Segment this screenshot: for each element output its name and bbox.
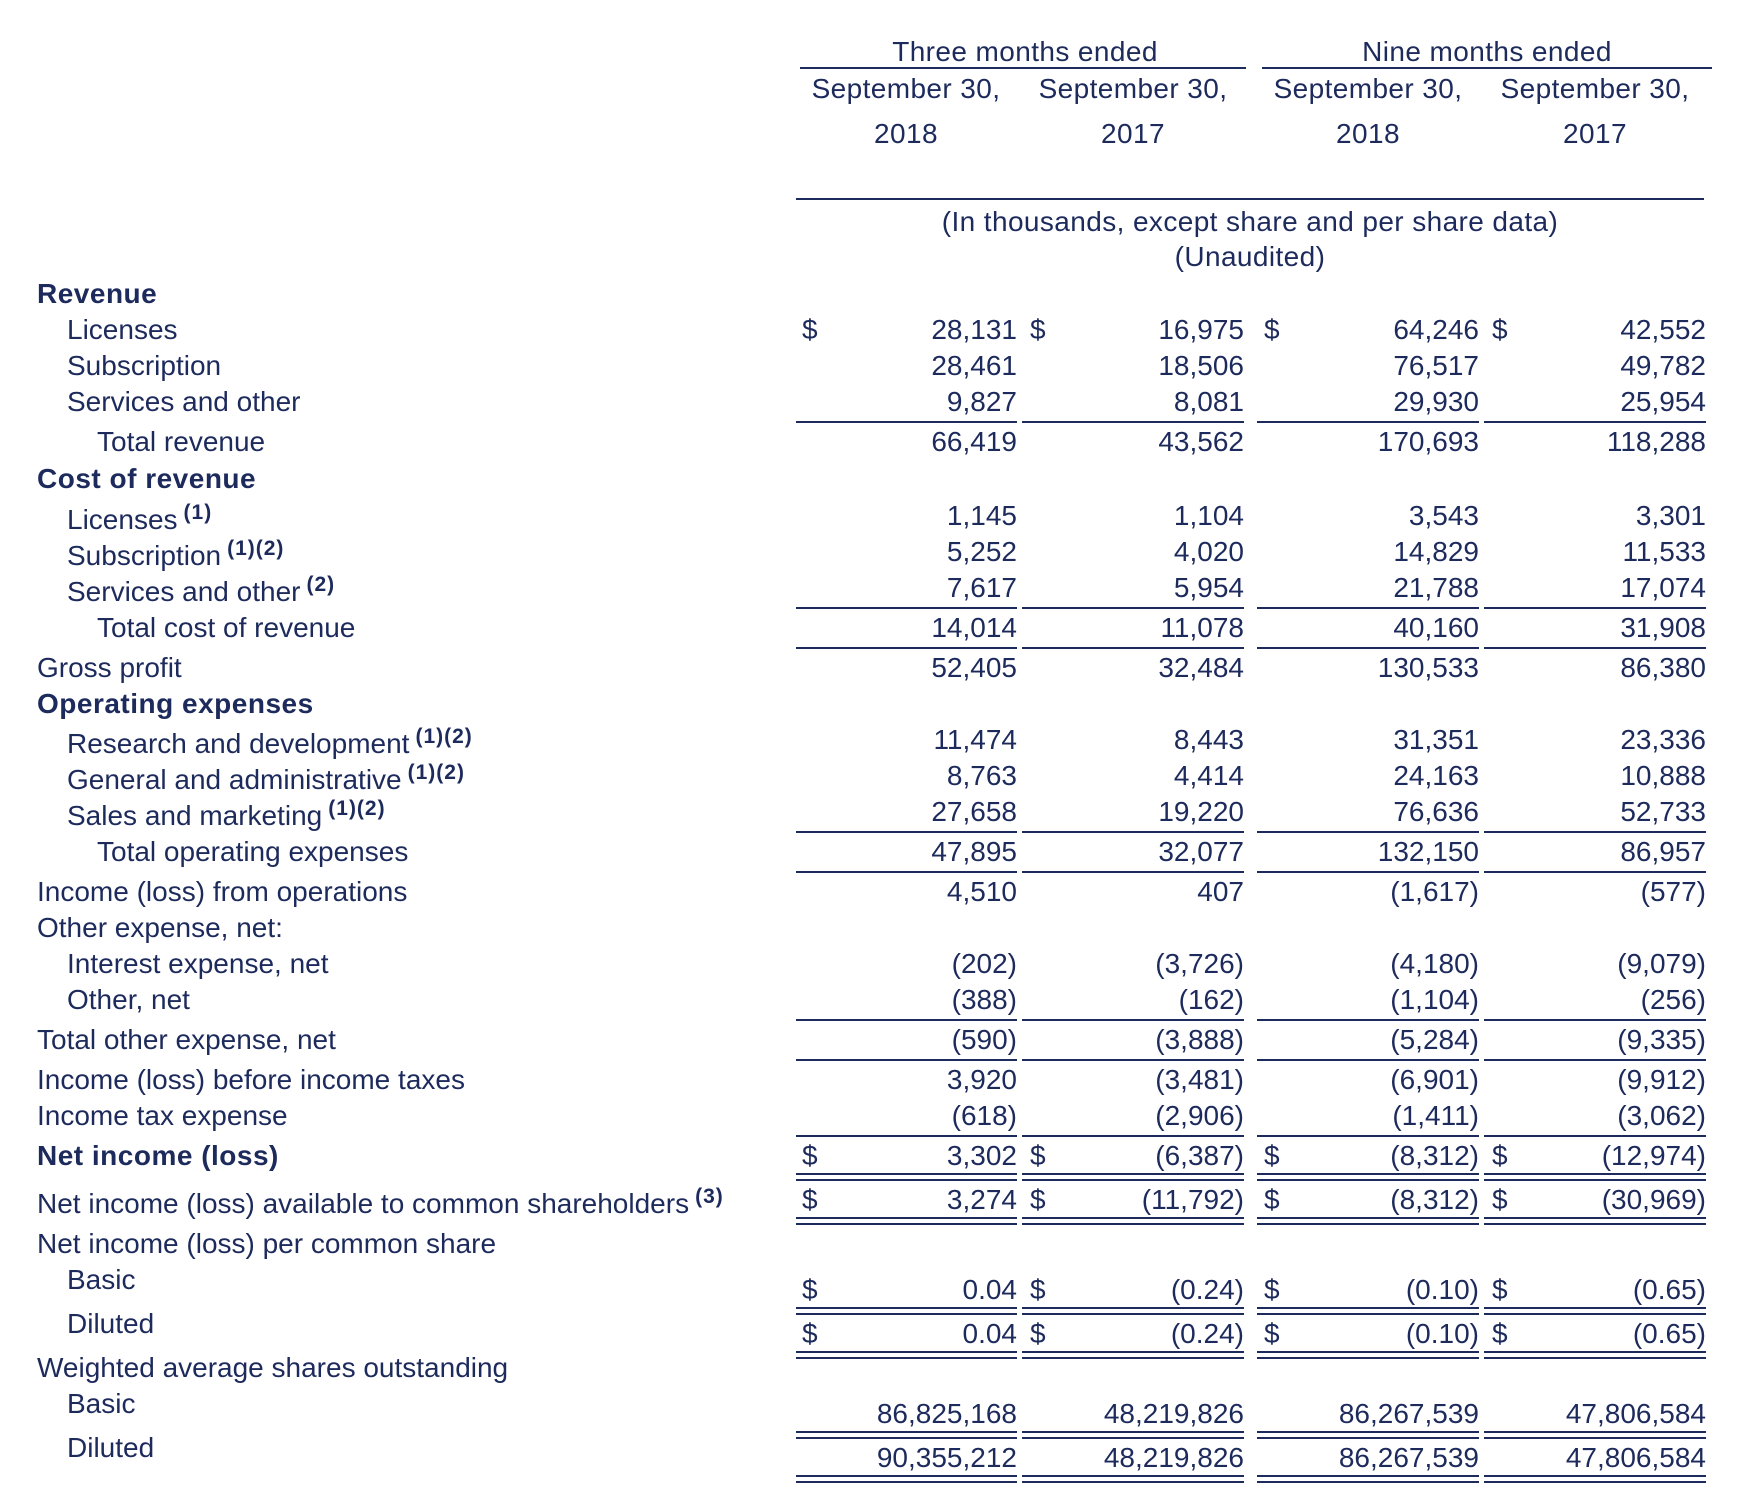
row-label-total-other: Total other expense, net [37, 1024, 336, 1055]
cell-cor-subscription-2: 4,020 [1173, 536, 1244, 567]
col-year-4: 2017 [1563, 118, 1627, 149]
dollar-sign: $ [1030, 1318, 1046, 1349]
dollar-sign: $ [1030, 1140, 1046, 1171]
col-date-4: September 30, [1500, 73, 1690, 104]
cell-rev-services-1: 9,827 [946, 386, 1017, 417]
cell-shares-basic-1: 86,825,168 [876, 1398, 1017, 1429]
unaudited-note: (Unaudited) [1174, 241, 1326, 272]
cell-eps-diluted-4: (0.65) [1632, 1318, 1706, 1349]
double-underline [1022, 1217, 1244, 1225]
cell-tax-1: (618) [951, 1100, 1017, 1131]
cell-rev-licenses-1: 28,131 [931, 314, 1017, 345]
footnote-marker: (2) [306, 573, 336, 596]
cell-total-cor-1: 14,014 [931, 612, 1017, 643]
cell-gna-2: 4,414 [1173, 760, 1244, 791]
total-rule [1484, 871, 1706, 873]
units-note: (In thousands, except share and per share data) [941, 206, 1559, 237]
double-underline [796, 1351, 1017, 1359]
total-rule [1484, 831, 1706, 833]
double-underline [1257, 1307, 1479, 1315]
double-underline [1257, 1431, 1479, 1439]
double-underline [1484, 1475, 1706, 1483]
footnote-marker: (1)(2) [415, 725, 473, 748]
total-rule [796, 607, 1017, 609]
total-rule [796, 1135, 1017, 1137]
row-label-shares-basic: Basic [67, 1388, 136, 1419]
cell-rev-licenses-4: 42,552 [1620, 314, 1706, 345]
section-operating-expenses: Operating expenses [37, 688, 314, 719]
dollar-sign: $ [1030, 1184, 1046, 1215]
cell-total-opex-1: 47,895 [931, 836, 1017, 867]
cell-eps-basic-3: (0.10) [1405, 1274, 1479, 1305]
double-underline [796, 1431, 1017, 1439]
double-underline [796, 1217, 1017, 1225]
footnote-marker: (1) [183, 501, 213, 524]
cell-rev-subscription-2: 18,506 [1158, 350, 1244, 381]
cell-income-ops-4: (577) [1640, 876, 1706, 907]
col-date-2: September 30, [1038, 73, 1228, 104]
row-label-total-revenue: Total revenue [97, 426, 266, 457]
cell-shares-diluted-4: 47,806,584 [1565, 1442, 1706, 1473]
col-date-1: September 30, [811, 73, 1001, 104]
total-rule [1022, 1135, 1244, 1137]
double-underline [1022, 1351, 1244, 1359]
row-label-other-net: Other, net [67, 984, 190, 1015]
dollar-sign: $ [1492, 1140, 1508, 1171]
row-label-rnd: Research and development $^{(1)(2)}$ [67, 725, 473, 759]
dollar-sign: $ [802, 1184, 818, 1215]
cell-net-common-1: 3,274 [946, 1184, 1017, 1215]
cell-shares-basic-2: 48,219,826 [1103, 1398, 1244, 1429]
cell-income-ops-3: (1,617) [1390, 876, 1479, 907]
cell-total-other-2: (3,888) [1155, 1024, 1244, 1055]
section-cost-of-revenue: Cost of revenue [37, 463, 257, 494]
cell-snm-1: 27,658 [931, 796, 1017, 827]
cell-total-opex-4: 86,957 [1620, 836, 1706, 867]
dollar-sign: $ [1492, 1184, 1508, 1215]
cell-eps-basic-4: (0.65) [1632, 1274, 1706, 1305]
row-label-snm: Sales and marketing $^{(1)(2)}$ [67, 797, 386, 831]
cell-rev-licenses-3: 64,246 [1393, 314, 1479, 345]
dollar-sign: $ [1030, 314, 1046, 345]
units-rule [796, 198, 1704, 200]
cell-interest-3: (4,180) [1390, 948, 1479, 979]
total-rule [796, 1059, 1017, 1061]
cell-total-revenue-3: 170,693 [1377, 426, 1479, 457]
double-underline [1484, 1173, 1706, 1181]
row-label-rev-services: Services and other [67, 386, 301, 417]
cell-total-other-1: (590) [951, 1024, 1017, 1055]
double-underline [1022, 1431, 1244, 1439]
double-underline [1022, 1307, 1244, 1315]
cell-gna-4: 10,888 [1620, 760, 1706, 791]
cell-total-opex-3: 132,150 [1377, 836, 1479, 867]
footnote-marker: (3) [695, 1185, 724, 1208]
footnote-marker: (1)(2) [328, 797, 386, 820]
dollar-sign: $ [802, 314, 818, 345]
cell-rev-services-2: 8,081 [1173, 386, 1244, 417]
total-rule [796, 871, 1017, 873]
row-label-total-cor: Total cost of revenue [97, 612, 356, 643]
double-underline [1484, 1307, 1706, 1315]
cell-gross-profit-4: 86,380 [1620, 652, 1706, 683]
total-rule [796, 831, 1017, 833]
header-rule [1262, 67, 1712, 69]
col-year-1: 2018 [874, 118, 938, 149]
cell-total-cor-3: 40,160 [1393, 612, 1479, 643]
total-rule [1484, 1135, 1706, 1137]
dollar-sign: $ [1492, 1318, 1508, 1349]
cell-cor-services-1: 7,617 [946, 572, 1017, 603]
cell-pretax-3: (6,901) [1390, 1064, 1479, 1095]
cell-total-revenue-4: 118,288 [1606, 426, 1706, 457]
total-rule [1022, 421, 1244, 423]
total-rule [1257, 831, 1479, 833]
cell-net-common-4: (30,969) [1601, 1184, 1706, 1215]
total-rule [1257, 421, 1479, 423]
cell-net-income-4: (12,974) [1601, 1140, 1706, 1171]
row-label-income-ops: Income (loss) from operations [37, 876, 408, 907]
cell-gross-profit-2: 32,484 [1158, 652, 1244, 683]
row-label-net-income: Net income (loss) [37, 1140, 279, 1171]
header-nine-months: Nine months ended [1362, 36, 1612, 67]
cell-income-ops-1: 4,510 [946, 876, 1017, 907]
total-rule [1257, 1059, 1479, 1061]
dollar-sign: $ [1264, 1318, 1280, 1349]
dollar-sign: $ [1492, 314, 1508, 345]
dollar-sign: $ [802, 1140, 818, 1171]
dollar-sign: $ [1264, 1184, 1280, 1215]
row-label-shares-header: Weighted average shares outstanding [37, 1352, 509, 1383]
double-underline [796, 1475, 1017, 1483]
double-underline [796, 1307, 1017, 1315]
cell-pretax-2: (3,481) [1155, 1064, 1244, 1095]
row-label-rev-subscription: Subscription [67, 350, 222, 381]
cell-cor-licenses-1: 1,145 [946, 500, 1017, 531]
dollar-sign: $ [1264, 314, 1280, 345]
row-label-cor-subscription: Subscription $^{(1)(2)}$ [67, 537, 285, 571]
cell-other-net-1: (388) [951, 984, 1017, 1015]
col-year-2: 2017 [1101, 118, 1165, 149]
double-underline [1257, 1351, 1479, 1359]
double-underline [1257, 1217, 1479, 1225]
cell-cor-licenses-3: 3,543 [1408, 500, 1479, 531]
row-label-gna: General and administrative $^{(1)(2)}$ [67, 761, 465, 795]
cell-rnd-4: 23,336 [1620, 724, 1706, 755]
double-underline [1484, 1431, 1706, 1439]
cell-cor-subscription-3: 14,829 [1393, 536, 1479, 567]
cell-shares-diluted-1: 90,355,212 [876, 1442, 1017, 1473]
cell-total-cor-4: 31,908 [1620, 612, 1706, 643]
row-label-interest: Interest expense, net [67, 948, 329, 979]
cell-tax-2: (2,906) [1155, 1100, 1244, 1131]
total-rule [1484, 1019, 1706, 1021]
cell-eps-diluted-3: (0.10) [1405, 1318, 1479, 1349]
cell-other-net-2: (162) [1178, 984, 1244, 1015]
cell-eps-basic-2: (0.24) [1170, 1274, 1244, 1305]
cell-rev-subscription-3: 76,517 [1393, 350, 1479, 381]
cell-net-common-2: (11,792) [1141, 1184, 1244, 1215]
cell-tax-4: (3,062) [1617, 1100, 1706, 1131]
cell-total-opex-2: 32,077 [1158, 836, 1244, 867]
cell-cor-subscription-1: 5,252 [946, 536, 1017, 567]
total-rule [1257, 1135, 1479, 1137]
dollar-sign: $ [1264, 1140, 1280, 1171]
cell-interest-2: (3,726) [1155, 948, 1244, 979]
double-underline [1257, 1173, 1479, 1181]
row-label-total-opex: Total operating expenses [97, 836, 409, 867]
cell-shares-diluted-2: 48,219,826 [1103, 1442, 1244, 1473]
total-rule [1484, 647, 1706, 649]
cell-cor-subscription-4: 11,533 [1622, 536, 1706, 567]
cell-cor-services-2: 5,954 [1173, 572, 1244, 603]
cell-total-cor-2: 11,078 [1160, 612, 1244, 643]
dollar-sign: $ [1264, 1274, 1280, 1305]
row-label-pretax: Income (loss) before income taxes [37, 1064, 465, 1095]
cell-other-net-3: (1,104) [1390, 984, 1479, 1015]
double-underline [1257, 1475, 1479, 1483]
double-underline [1022, 1475, 1244, 1483]
footnote-marker: (1)(2) [407, 761, 465, 784]
total-rule [1022, 871, 1244, 873]
double-underline [1484, 1351, 1706, 1359]
total-rule [1022, 647, 1244, 649]
cell-total-revenue-2: 43,562 [1158, 426, 1244, 457]
cell-rnd-1: 11,474 [933, 724, 1017, 755]
cell-net-common-3: (8,312) [1390, 1184, 1479, 1215]
row-label-gross-profit: Gross profit [37, 652, 182, 683]
total-rule [1484, 421, 1706, 423]
cell-eps-basic-1: 0.04 [962, 1274, 1017, 1305]
cell-rev-licenses-2: 16,975 [1158, 314, 1244, 345]
cell-gna-3: 24,163 [1393, 760, 1479, 791]
cell-tax-3: (1,411) [1392, 1100, 1479, 1131]
dollar-sign: $ [802, 1274, 818, 1305]
cell-rnd-3: 31,351 [1393, 724, 1479, 755]
col-date-3: September 30, [1273, 73, 1463, 104]
cell-rev-services-4: 25,954 [1620, 386, 1706, 417]
cell-gross-profit-1: 52,405 [931, 652, 1017, 683]
cell-total-other-4: (9,335) [1617, 1024, 1706, 1055]
total-rule [1022, 1019, 1244, 1021]
cell-shares-basic-3: 86,267,539 [1338, 1398, 1479, 1429]
cell-rev-subscription-1: 28,461 [931, 350, 1017, 381]
cell-rnd-2: 8,443 [1173, 724, 1244, 755]
cell-net-income-1: 3,302 [946, 1140, 1017, 1171]
row-label-eps-diluted: Diluted [67, 1308, 155, 1339]
double-underline [796, 1173, 1017, 1181]
cell-other-net-4: (256) [1640, 984, 1706, 1015]
row-label-tax: Income tax expense [37, 1100, 288, 1131]
cell-cor-licenses-2: 1,104 [1173, 500, 1244, 531]
row-label-shares-diluted: Diluted [67, 1432, 155, 1463]
cell-snm-3: 76,636 [1393, 796, 1479, 827]
cell-cor-licenses-4: 3,301 [1635, 500, 1706, 531]
cell-rev-services-3: 29,930 [1393, 386, 1479, 417]
total-rule [1484, 607, 1706, 609]
header-rule [800, 67, 1246, 69]
row-label-eps-basic: Basic [67, 1264, 136, 1295]
total-rule [1022, 1059, 1244, 1061]
cell-interest-1: (202) [951, 948, 1017, 979]
cell-gna-1: 8,763 [946, 760, 1017, 791]
total-rule [1257, 871, 1479, 873]
cell-shares-diluted-3: 86,267,539 [1338, 1442, 1479, 1473]
cell-pretax-1: 3,920 [946, 1064, 1017, 1095]
row-label-cor-services: Services and other $^{(2)}$ [67, 573, 336, 607]
total-rule [796, 421, 1017, 423]
row-label-other-header: Other expense, net: [37, 912, 283, 943]
cell-pretax-4: (9,912) [1617, 1064, 1706, 1095]
cell-snm-2: 19,220 [1158, 796, 1244, 827]
cell-shares-basic-4: 47,806,584 [1565, 1398, 1706, 1429]
cell-eps-diluted-1: 0.04 [962, 1318, 1017, 1349]
cell-interest-4: (9,079) [1617, 948, 1706, 979]
cell-income-ops-2: 407 [1197, 876, 1244, 907]
total-rule [1022, 607, 1244, 609]
cell-net-income-2: (6,387) [1155, 1140, 1244, 1171]
total-rule [1257, 1019, 1479, 1021]
total-rule [1257, 607, 1479, 609]
cell-cor-services-3: 21,788 [1393, 572, 1479, 603]
cell-total-other-3: (5,284) [1390, 1024, 1479, 1055]
dollar-sign: $ [1030, 1274, 1046, 1305]
total-rule [1484, 1059, 1706, 1061]
row-label-cor-licenses: Licenses $^{(1)}$ [67, 501, 213, 535]
row-label-eps-header: Net income (loss) per common share [37, 1228, 497, 1259]
total-rule [1257, 647, 1479, 649]
col-year-3: 2018 [1336, 118, 1400, 149]
cell-cor-services-4: 17,074 [1620, 572, 1706, 603]
cell-total-revenue-1: 66,419 [931, 426, 1017, 457]
cell-eps-diluted-2: (0.24) [1170, 1318, 1244, 1349]
header-three-months: Three months ended [892, 36, 1158, 67]
dollar-sign: $ [802, 1318, 818, 1349]
row-label-rev-licenses: Licenses [67, 314, 178, 345]
dollar-sign: $ [1492, 1274, 1508, 1305]
total-rule [796, 647, 1017, 649]
cell-net-income-3: (8,312) [1390, 1140, 1479, 1171]
double-underline [1022, 1173, 1244, 1181]
total-rule [1022, 831, 1244, 833]
section-revenue: Revenue [37, 278, 158, 309]
double-underline [1484, 1217, 1706, 1225]
total-rule [796, 1019, 1017, 1021]
cell-rev-subscription-4: 49,782 [1620, 350, 1706, 381]
row-label-net-common: Net income (loss) available to common shareholders $^{(3)}$ [37, 1185, 724, 1219]
cell-gross-profit-3: 130,533 [1377, 652, 1479, 683]
cell-snm-4: 52,733 [1620, 796, 1706, 827]
footnote-marker: (1)(2) [227, 537, 285, 560]
